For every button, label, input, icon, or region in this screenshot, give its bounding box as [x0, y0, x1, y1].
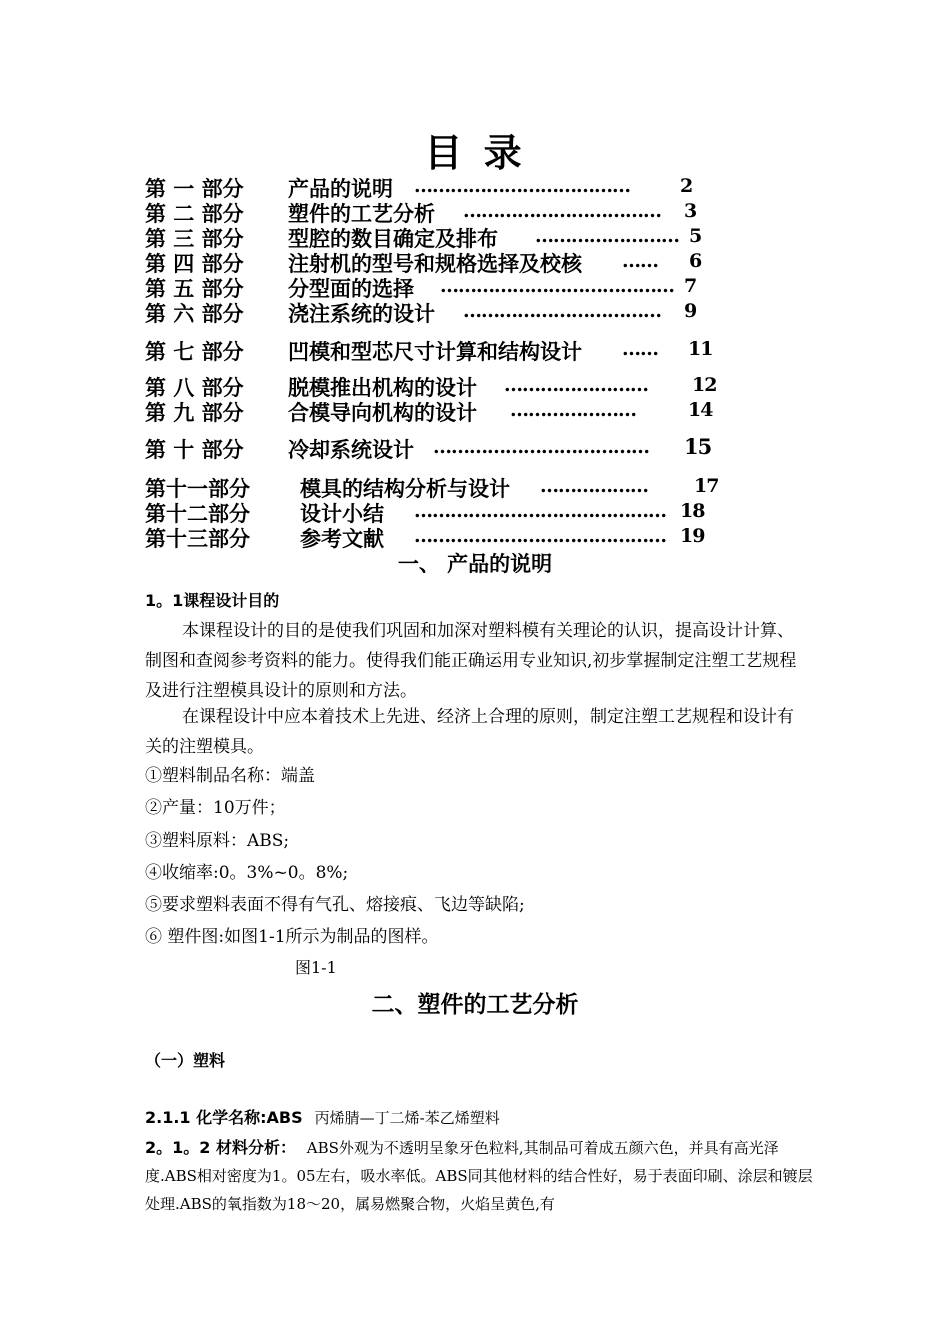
subsection-text: 丙烯腈—丁二烯-苯乙烯塑料	[314, 1109, 500, 1127]
toc-leader-dots: ……………………	[535, 225, 679, 247]
toc-leader-dots: ……………………………	[463, 300, 661, 322]
toc-leader-dots: ……	[622, 338, 658, 360]
toc-page-number: 17	[694, 475, 719, 497]
toc-part: 第十一部分	[145, 477, 250, 501]
list-item: ④收缩率:0。3%~0。8%;	[145, 863, 349, 883]
toc-leader-dots: ………………………………	[433, 436, 649, 458]
toc-entry-title[interactable]: 型腔的数目确定及排布	[288, 227, 498, 251]
toc-leader-dots: ………………	[540, 475, 648, 497]
toc-page-number: 3	[684, 200, 697, 222]
toc-part: 第 四 部分	[145, 252, 244, 276]
toc-part: 第 二 部分	[145, 202, 244, 226]
toc-leader-dots: ……………………………………	[414, 525, 666, 547]
toc-part: 第 十 部分	[145, 438, 244, 462]
toc-page-number: 18	[680, 500, 705, 522]
toc-part: 第 三 部分	[145, 227, 244, 251]
toc-entry-title[interactable]: 产品的说明	[288, 177, 393, 201]
toc-leader-dots: ……………………………	[463, 200, 661, 222]
toc-part: 第 五 部分	[145, 277, 244, 301]
list-item: ⑤要求塑料表面不得有气孔、熔接痕、飞边等缺陷;	[145, 895, 525, 915]
toc-part: 第 九 部分	[145, 401, 244, 425]
toc-part: 第 六 部分	[145, 302, 244, 326]
toc-entry-title[interactable]: 浇注系统的设计	[288, 302, 435, 326]
toc-entry-title[interactable]: 注射机的型号和规格选择及校核	[288, 252, 582, 276]
subsection-heading: 1。1课程设计目的	[145, 591, 280, 610]
toc-entry-title[interactable]: 凹模和型芯尺寸计算和结构设计	[288, 340, 582, 364]
toc-entry-title[interactable]: 分型面的选择	[288, 277, 414, 301]
paragraph: 本课程设计的目的是使我们巩固和加深对塑料模有关理论的认识，提高设计计算、制图和查阅参考资料的能力。使得我们能正确运用专业知识,初步掌握制定注塑工艺规程及进行注塑模具设计的原则和方法。	[145, 621, 797, 701]
list-item: ③塑料原料：ABS;	[145, 831, 290, 851]
toc-entry-title[interactable]: 设计小结	[300, 502, 384, 526]
toc-part: 第 八 部分	[145, 376, 244, 400]
toc-leader-dots: ………………………………	[414, 175, 630, 197]
subsection-label: 2.1.1 化学名称:ABS	[145, 1108, 303, 1127]
toc-entry-title[interactable]: 脱模推出机构的设计	[288, 376, 477, 400]
figure-caption: 图1-1	[295, 958, 337, 977]
paragraph: 在课程设计中应本着技术上先进、经济上合理的原则，制定注塑工艺规程和设计有关的注塑模具。	[145, 707, 794, 757]
paragraph	[145, 1134, 815, 1218]
toc-entry-title[interactable]: 模具的结构分析与设计	[300, 477, 510, 501]
subsection-text: ABS外观为不透明呈象牙色粒料,其制品可着成五颜六色，并具有高光泽度.ABS相对密度为1。05左右，吸水率低。ABS同其他材料的结合性好，易于表面印刷、涂层和镀层处理.ABS的氧指数为18～20，属易燃聚合物，火焰呈黄色,有	[145, 1139, 813, 1213]
toc-page-number: 15	[684, 434, 712, 459]
section-heading: 一、 产品的说明	[397, 552, 553, 576]
toc-part: 第 七 部分	[145, 340, 244, 364]
toc-entry-title[interactable]: 参考文献	[300, 527, 384, 551]
toc-entry-title[interactable]: 合模导向机构的设计	[288, 401, 477, 425]
toc-page-number: 12	[692, 374, 717, 396]
toc-page-number: 7	[684, 275, 697, 297]
toc-leader-dots: ……………………	[504, 374, 648, 396]
toc-leader-dots: ……	[622, 250, 658, 272]
list-item: ⑥ 塑件图:如图1-1所示为制品的图样。	[145, 927, 439, 947]
subsection-label: 2。1。2 材料分析：	[145, 1138, 296, 1157]
page-title: 目 录	[424, 130, 526, 175]
list-item: ②产量：10万件；	[145, 798, 286, 818]
toc-part: 第 一 部分	[145, 177, 244, 201]
toc-entry-title[interactable]: 塑件的工艺分析	[288, 202, 435, 226]
subsection-heading: （一）塑料	[145, 1051, 226, 1070]
toc-page-number: 9	[684, 300, 697, 322]
toc-leader-dots: …………………	[510, 399, 636, 421]
toc-page-number: 6	[689, 250, 702, 272]
toc-part: 第十二部分	[145, 502, 250, 526]
toc-page-number: 19	[680, 525, 705, 547]
toc-page-number: 14	[688, 399, 713, 421]
list-item: ①塑料制品名称：端盖	[145, 766, 315, 786]
toc-leader-dots: ……………………………………	[414, 500, 666, 522]
subsection-2-1-1	[145, 1105, 500, 1128]
toc-page-number: 11	[688, 338, 713, 360]
section-heading: 二、塑件的工艺分析	[371, 992, 579, 1018]
toc-leader-dots: …………………………………	[440, 275, 674, 297]
toc-page-number: 5	[689, 225, 702, 247]
toc-part: 第十三部分	[145, 527, 250, 551]
toc-page-number: 2	[680, 175, 693, 197]
toc-entry-title[interactable]: 冷却系统设计	[288, 438, 414, 462]
